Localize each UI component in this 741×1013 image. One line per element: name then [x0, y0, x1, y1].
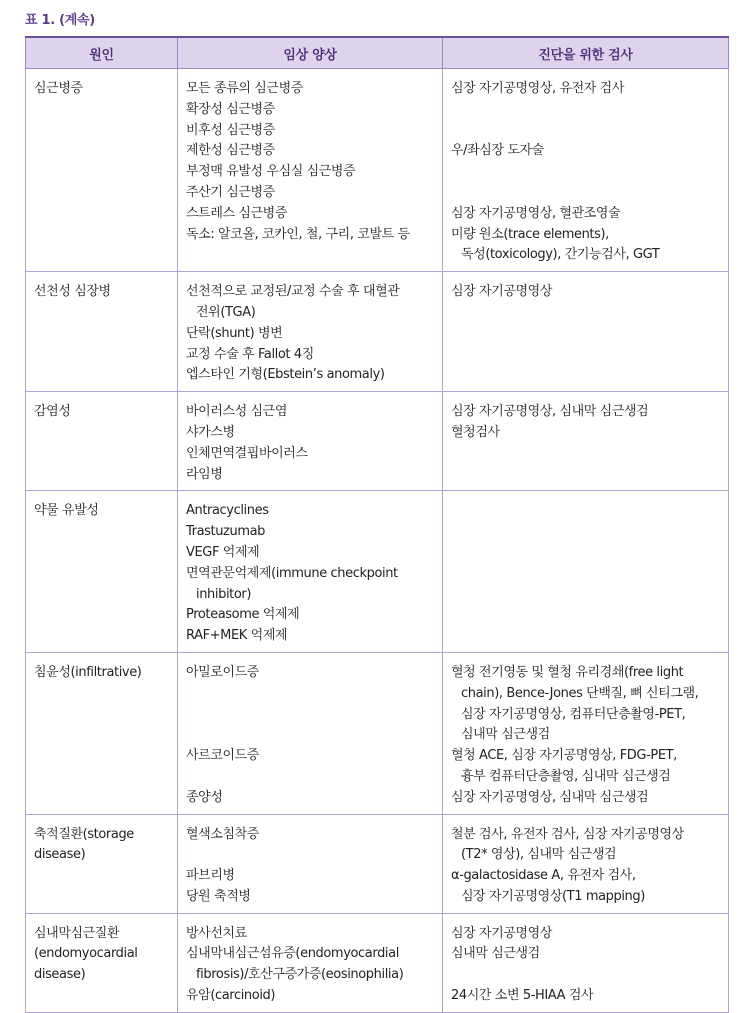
cause-cell	[26, 814, 178, 913]
clinical-item: 혈색소침착증	[186, 826, 259, 842]
test-item: 심내막 심근생검	[461, 727, 550, 743]
clinical-item: 엡스타인 기형(Ebstein’s anomaly)	[186, 367, 385, 383]
clinical-item: Trastuzumab	[186, 524, 265, 540]
clinical-item: 비후성 심근병증	[186, 122, 275, 138]
clinical-cell	[178, 272, 443, 392]
table-row	[26, 69, 729, 272]
clinical-item: 사르코이드증	[186, 748, 259, 764]
clinical-item: inhibitor)	[196, 586, 252, 602]
clinical-item: fibrosis)/호산구증가증(eosinophilia)	[196, 967, 404, 983]
tests-cell	[443, 814, 729, 913]
clinical-cell	[178, 392, 443, 491]
clinical-item: RAF+MEK 억제제	[186, 628, 288, 644]
test-item: 24시간 소변 5-HIAA 검사	[451, 988, 594, 1004]
clinical-cell	[178, 814, 443, 913]
clinical-item: Proteasome 억제제	[186, 607, 300, 623]
clinical-item: 종양성	[186, 789, 223, 805]
tests-cell	[443, 69, 729, 272]
clinical-item: 아밀로이드증	[186, 664, 259, 680]
header-clinical: 임상 양상	[178, 37, 443, 69]
cause-cell	[26, 913, 178, 1012]
clinical-item: 제한성 심근병증	[186, 143, 275, 159]
clinical-cell	[178, 913, 443, 1012]
table-row	[26, 491, 729, 653]
test-item: (T2* 영상), 심내막 심근생검	[461, 847, 617, 863]
clinical-item: 선천적으로 교정된/교정 수술 후 대혈관	[186, 284, 400, 300]
cause-label: 약물 유발성	[34, 503, 99, 519]
clinical-item: Antracyclines	[186, 503, 269, 519]
clinical-cell	[178, 652, 443, 814]
clinical-cell	[178, 69, 443, 272]
table-row	[26, 392, 729, 491]
test-item: 독성(toxicology), 간기능검사, GGT	[461, 247, 660, 263]
clinical-cell	[178, 491, 443, 653]
causes-table	[25, 36, 729, 1013]
test-item: 심장 자기공명영상, 심내막 심근생검	[451, 789, 649, 805]
clinical-item: 파브리병	[186, 868, 235, 884]
clinical-item: 면역관문억제제(immune checkpoint	[186, 565, 398, 581]
clinical-item: 전위(TGA)	[196, 304, 256, 320]
test-item: chain), Bence-Jones 단백질, 뼈 신티그램,	[461, 685, 699, 701]
header-cause: 원인	[26, 37, 178, 69]
test-item: 심장 자기공명영상	[451, 925, 552, 941]
table-row	[26, 652, 729, 814]
test-item: 흉부 컴퓨터단층촬영, 심내막 심근생검	[461, 768, 671, 784]
cause-cell	[26, 69, 178, 272]
cause-cell	[26, 652, 178, 814]
test-item: 철분 검사, 유전자 검사, 심장 자기공명영상	[451, 826, 684, 842]
table-row	[26, 913, 729, 1012]
clinical-item: 인체면역결핍바이러스	[186, 445, 308, 461]
clinical-item: 심내막내심근섬유증(endomyocardial	[186, 946, 399, 962]
table-header-row	[26, 37, 729, 69]
clinical-item: 주산기 심근병증	[186, 184, 275, 200]
clinical-item: 방사선치료	[186, 925, 247, 941]
clinical-item: 라임병	[186, 466, 223, 482]
clinical-item: 확장성 심근병증	[186, 101, 275, 117]
cause-label: 감염성	[34, 404, 71, 420]
test-item: 심장 자기공명영상(T1 mapping)	[461, 888, 645, 904]
clinical-item: 당원 축적병	[186, 888, 251, 904]
clinical-item: 교정 수술 후 Fallot 4징	[186, 346, 314, 362]
clinical-item: VEGF 억제제	[186, 544, 260, 560]
tests-cell	[443, 652, 729, 814]
test-item: 미량 원소(trace elements),	[451, 226, 609, 242]
test-item: α-galactosidase A, 유전자 검사,	[451, 868, 636, 884]
clinical-item: 단락(shunt) 병변	[186, 325, 283, 341]
tests-cell	[443, 491, 729, 653]
test-item: 심내막 심근생검	[451, 946, 540, 962]
test-item: 심장 자기공명영상, 유전자 검사	[451, 81, 624, 96]
clinical-item: 샤가스병	[186, 424, 235, 440]
test-item: 심장 자기공명영상, 컴퓨터단층촬영-PET,	[461, 706, 686, 722]
cause-label: 심근병증	[34, 81, 83, 96]
clinical-item: 모든 종류의 심근병증	[186, 81, 303, 96]
clinical-item: 유암(carcinoid)	[186, 988, 276, 1004]
clinical-item: 바이러스성 심근염	[186, 404, 287, 420]
test-item: 혈청검사	[451, 424, 500, 440]
test-item: 혈청 ACE, 심장 자기공명영상, FDG-PET,	[451, 748, 677, 764]
test-item: 우/좌심장 도자술	[451, 143, 544, 159]
tests-cell	[443, 913, 729, 1012]
cause-cell	[26, 491, 178, 653]
table-row	[26, 272, 729, 392]
cause-cell	[26, 392, 178, 491]
test-item: 심장 자기공명영상	[451, 284, 552, 300]
cause-label: 침윤성(infiltrative)	[34, 664, 142, 680]
test-item: 심장 자기공명영상, 혈관조영술	[451, 205, 621, 221]
table-row	[26, 814, 729, 913]
cause-label: 축적질환(storage	[34, 826, 134, 842]
cause-cell	[26, 272, 178, 392]
test-item: 혈청 전기영동 및 혈청 유리경쇄(free light	[451, 664, 684, 680]
cause-label: (endomyocardial	[34, 946, 138, 962]
clinical-item: 부정맥 유발성 우심실 심근병증	[186, 164, 356, 180]
clinical-item: 스트레스 심근병증	[186, 205, 287, 221]
test-item: 심장 자기공명영상, 심내막 심근생검	[451, 404, 649, 420]
tests-cell	[443, 272, 729, 392]
header-tests: 진단을 위한 검사	[443, 37, 729, 69]
cause-label: disease)	[34, 967, 86, 983]
tests-cell	[443, 392, 729, 491]
cause-label: 선천성 심장병	[34, 284, 111, 300]
clinical-item: 독소: 알코올, 코카인, 철, 구리, 코발트 등	[186, 226, 410, 242]
cause-label: disease)	[34, 847, 86, 863]
cause-label: 심내막심근질환	[34, 925, 120, 941]
table-caption: 표 1. (계속)	[25, 13, 95, 28]
